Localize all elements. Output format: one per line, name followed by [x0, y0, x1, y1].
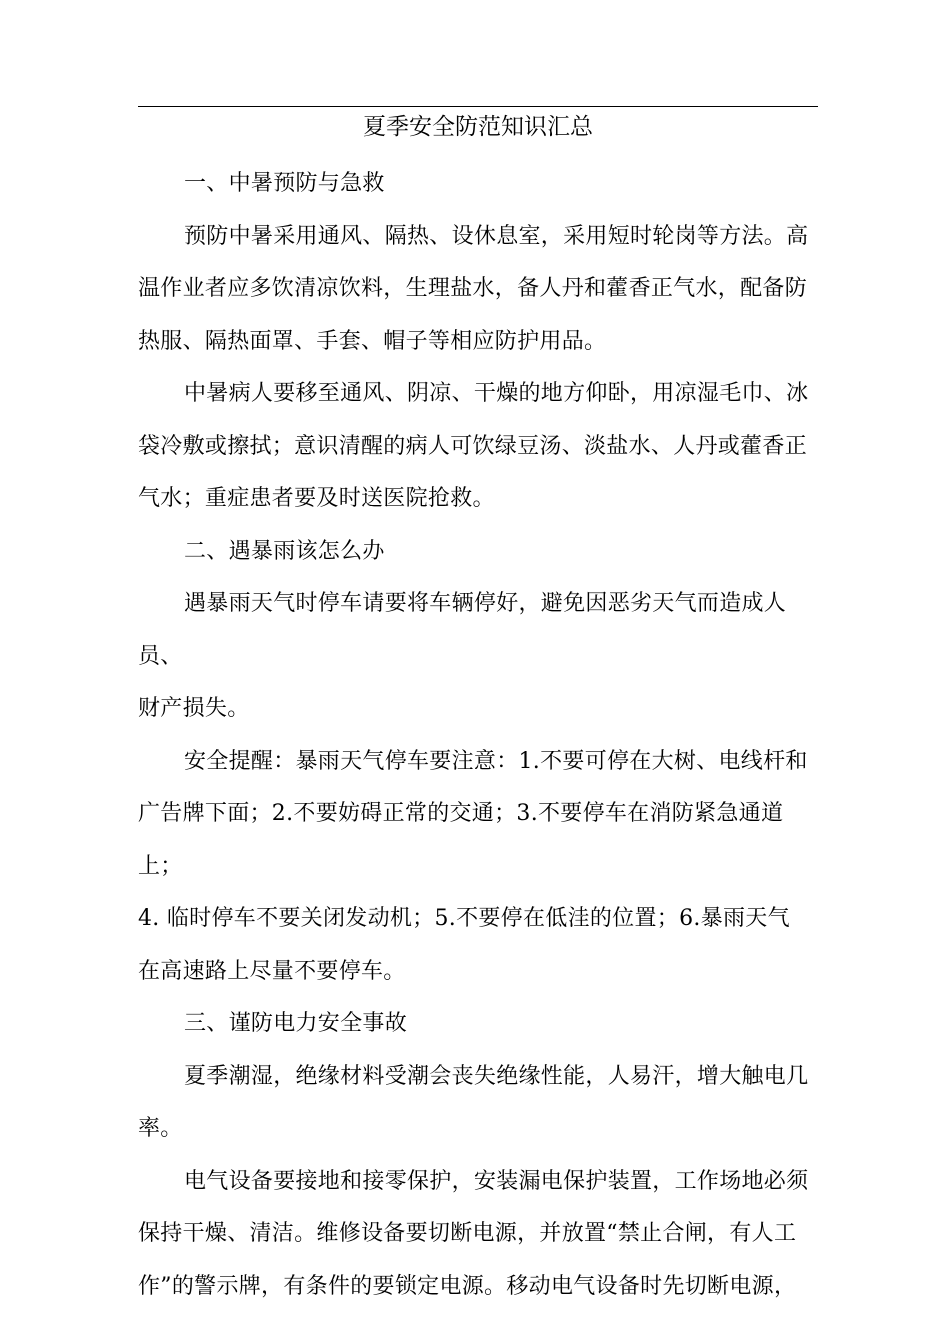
paragraph-heatstroke-first-aid [138, 368, 824, 526]
document-body [138, 158, 824, 1313]
text-line: 中暑病人要移至通风、阴凉、干燥的地方仰卧，用凉湿毛巾、冰 [184, 381, 809, 406]
section-heading-rainstorm [138, 526, 824, 579]
text-line: 一、中暑预防与急救 [184, 171, 385, 196]
text-line: 遇暴雨天气时停车请要将车辆停好，避免因恶劣天气而造成人员、 [138, 591, 787, 669]
section-heading-heatstroke [138, 158, 824, 211]
text-line: 气水；重症患者要及时送医院抢救。 [138, 486, 495, 511]
page-title: 夏季安全防范知识汇总 [363, 114, 593, 140]
text-line: 4. 临时停车不要关闭发动机；5.不要停在低洼的位置；6.暴雨天气 [138, 906, 790, 931]
paragraph-heatstroke-prevention [138, 211, 824, 369]
text-line: 夏季潮湿，绝缘材料受潮会丧失绝缘性能，人易汗，增大触电几 [184, 1063, 809, 1089]
text-line: 温作业者应多饮清凉饮料，生理盐水，备人丹和藿香正气水，配备防 [138, 276, 808, 301]
text-line: 热服、隔热面罩、手套、帽子等相应防护用品。 [138, 328, 607, 354]
paragraph-electrical-equipment [138, 1156, 824, 1314]
section-heading-electrical [138, 998, 824, 1051]
paragraph-rainstorm-parking [138, 578, 824, 736]
text-line: 率。 [138, 1116, 183, 1141]
text-line: 三、谨防电力安全事故 [184, 1011, 408, 1036]
text-line: 安全提醒：暴雨天气停车要注意：1.不要可停在大树、电线杆和 [184, 748, 808, 774]
text-line: 财产损失。 [138, 696, 250, 721]
text-line: 保持干燥、清洁。维修设备要切断电源，并放置“禁止合闸，有人工 [138, 1221, 797, 1246]
text-line: 袋冷敷或擦拭；意识清醒的病人可饮绿豆汤、淡盐水、人丹或藿香正 [138, 433, 808, 459]
paragraph-safety-reminder [138, 736, 824, 999]
text-line: 预防中暑采用通风、隔热、设休息室，采用短时轮岗等方法。高 [184, 223, 809, 249]
header-rule [138, 106, 818, 107]
text-line: 作”的警示牌，有条件的要锁定电源。移动电气设备时先切断电源， [138, 1273, 797, 1299]
text-line: 在高速路上尽量不要停车。 [138, 958, 406, 984]
text-line: 二、遇暴雨该怎么办 [184, 538, 385, 564]
paragraph-humidity-risk [138, 1051, 824, 1156]
text-line: 电气设备要接地和接零保护，安装漏电保护装置，工作场地必须 [184, 1168, 809, 1194]
text-line: 广告牌下面；2.不要妨碍正常的交通；3.不要停车在消防紧急通道上； [138, 801, 784, 879]
